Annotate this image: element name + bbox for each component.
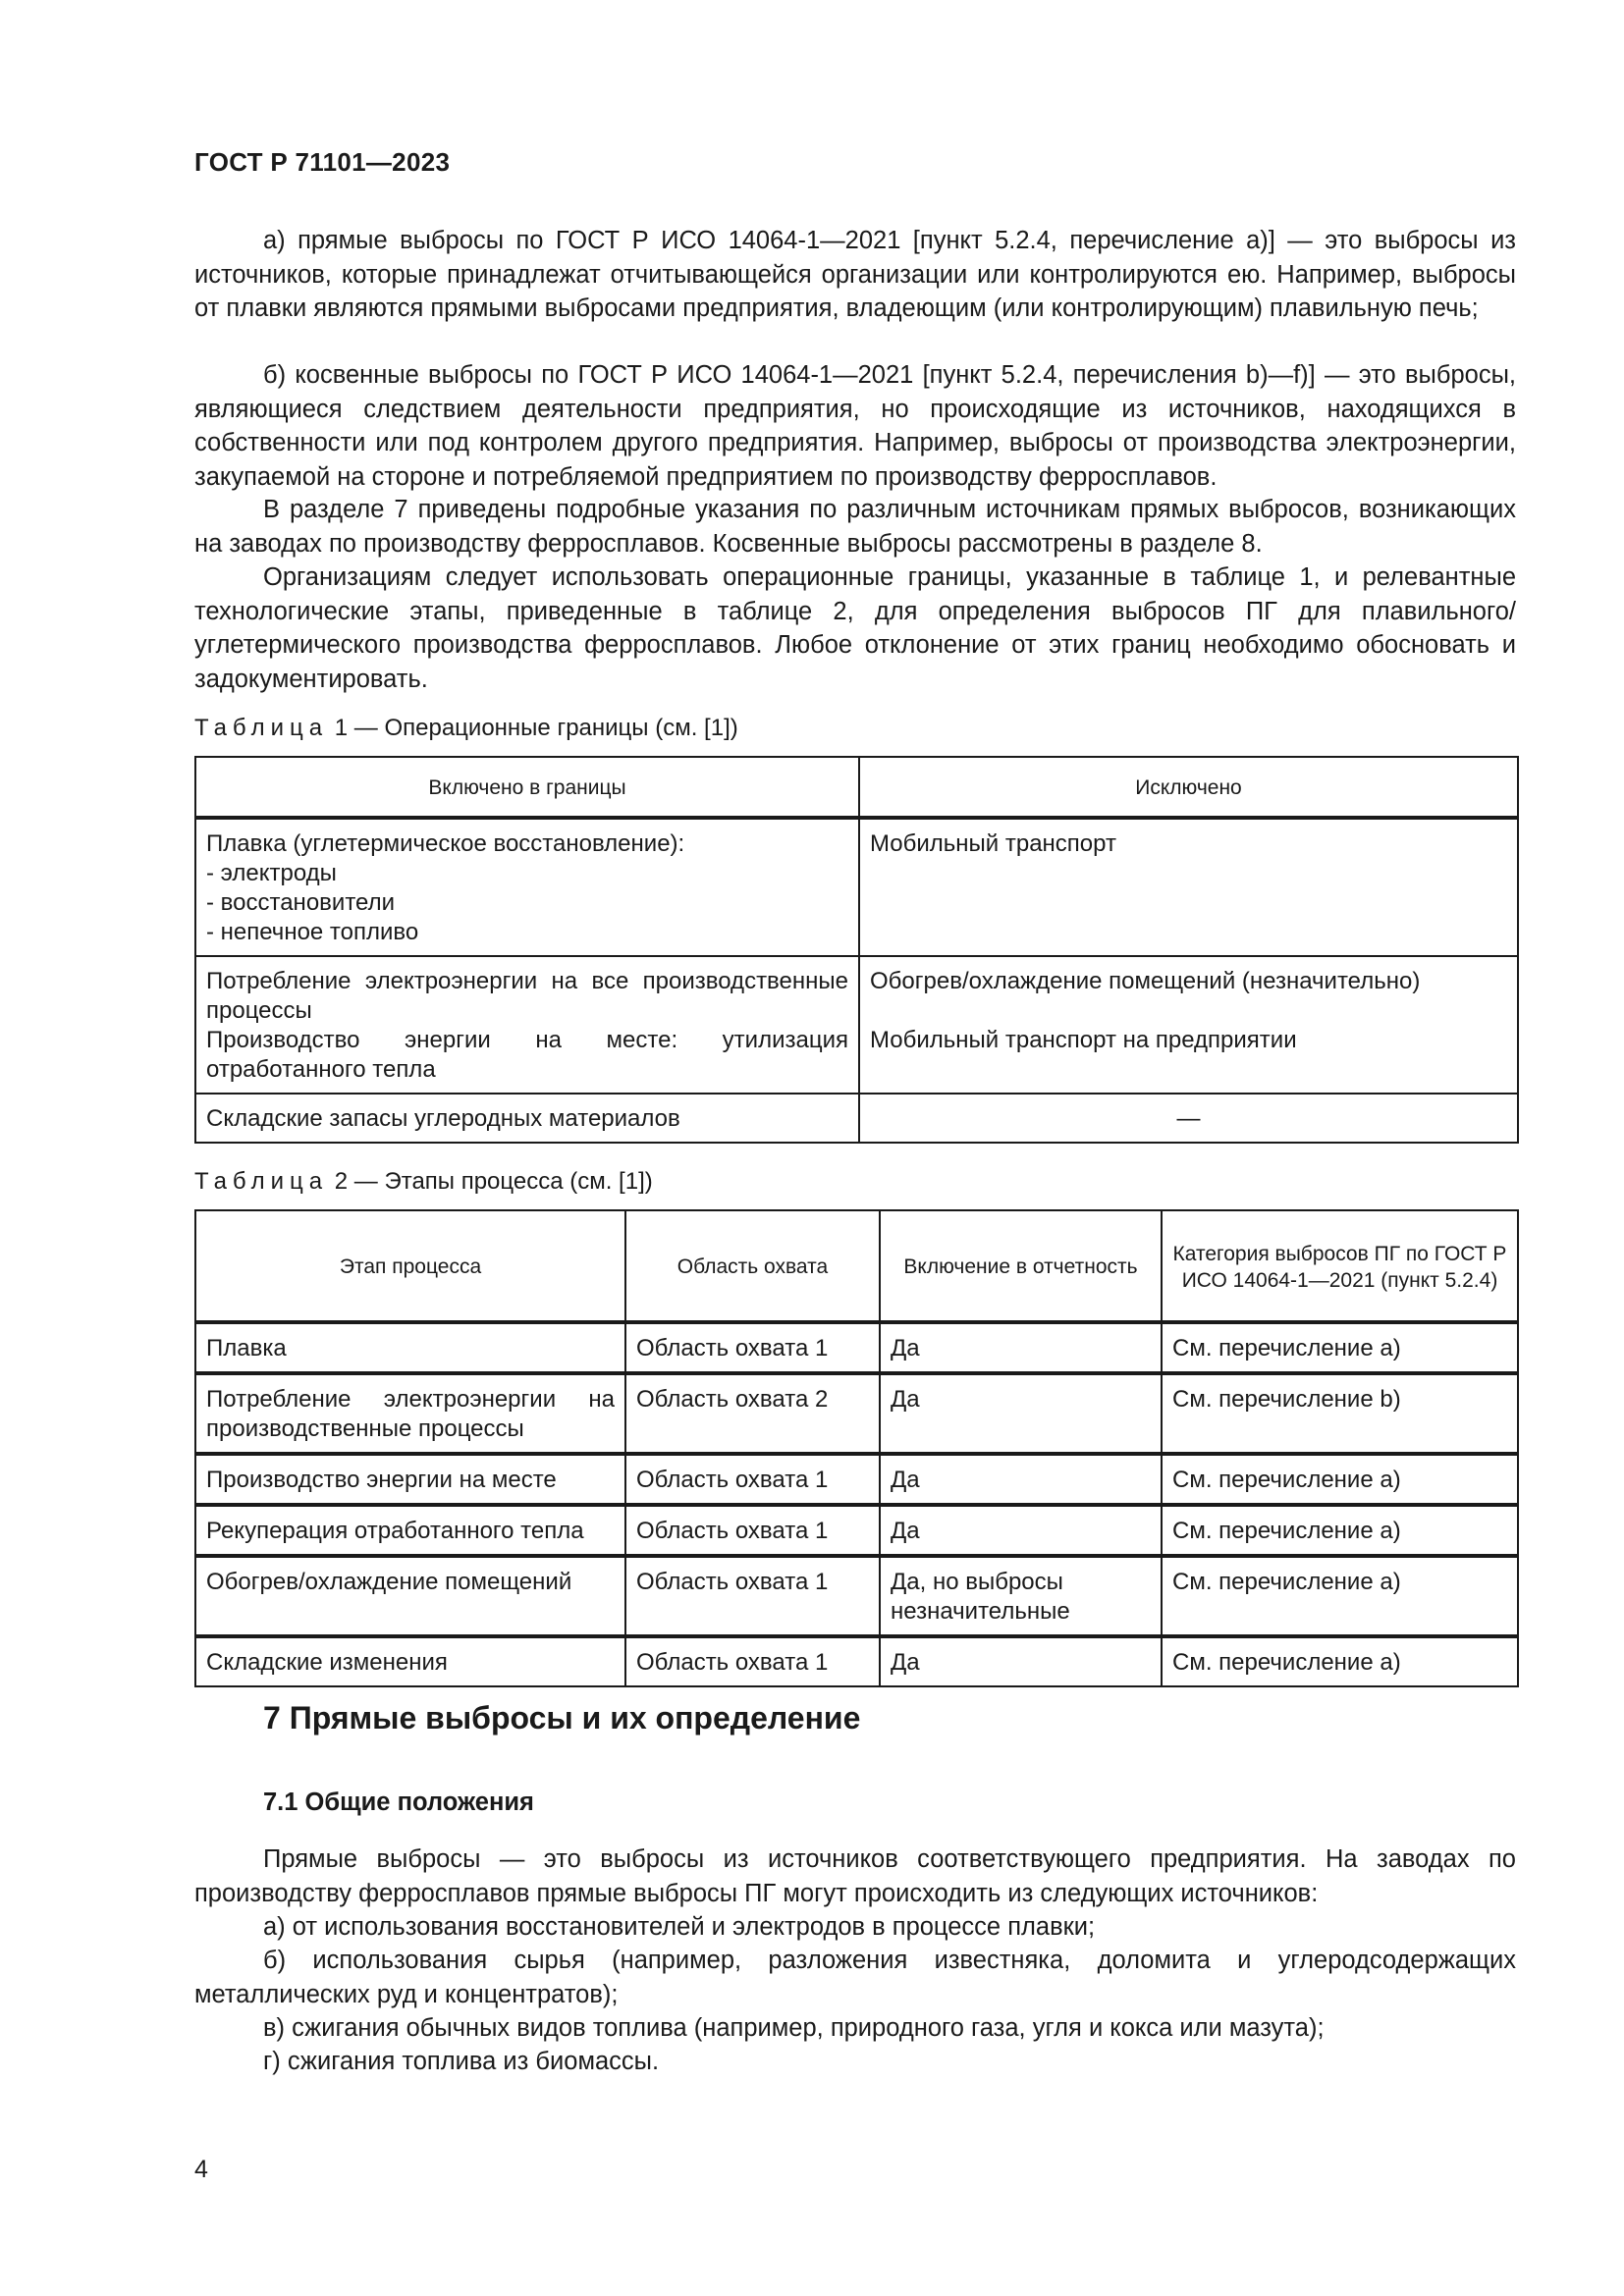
table2-header-scope: Область охвата	[625, 1210, 880, 1322]
table-row	[195, 1373, 1518, 1454]
table-row	[195, 818, 1518, 956]
table2-cell-stage: Потребление электроэнергии на производственные процессы	[195, 1373, 625, 1454]
table2-cell-stage: Производство энергии на месте	[195, 1454, 625, 1505]
table2-header-stage: Этап процесса	[195, 1210, 625, 1322]
table1-header-row	[195, 757, 1518, 818]
paragraph-direct-emissions: а) прямые выбросы по ГОСТ Р ИСО 14064-1—2021 [пункт 5.2.4, перечисление а)] — это выбросы из источников, которые принадлежат отчитывающейся организации или контролируются ею. Например, выбросы от плавки являются прямыми выбросами предприятия, владеющим (или контролирующим) плавильную печь;	[194, 227, 1516, 322]
table2-cell-reporting: Да	[880, 1454, 1162, 1505]
list-item: в) сжигания обычных видов топлива (например, природного газа, угля и кокса или мазута);	[263, 2014, 1325, 2042]
cell-line: Потребление электроэнергии на все производственные процессы	[206, 968, 848, 1024]
cell-line: - непечное топливо	[206, 919, 419, 945]
table2-cell-category: См. перечисление а)	[1162, 1454, 1518, 1505]
table-row	[195, 1094, 1518, 1143]
table2-cell-category: См. перечисление а)	[1162, 1556, 1518, 1636]
table2-cell-category: См. перечисление а)	[1162, 1322, 1518, 1373]
table1-cell-included	[195, 956, 859, 1094]
list-item: г) сжигания топлива из биомассы.	[263, 2048, 660, 2075]
table2-header-row	[195, 1210, 1518, 1322]
table2-cell-stage: Складские изменения	[195, 1636, 625, 1686]
table2-cell-reporting: Да	[880, 1322, 1162, 1373]
cell-line: Мобильный транспорт на предприятии	[870, 1027, 1297, 1053]
table1-cell-excluded: —	[859, 1094, 1518, 1143]
paragraph-direct-emissions-definition: Прямые выбросы — это выбросы из источников соответствующего предприятия. На заводах по производству ферросплавов прямые выбросы ПГ могут происходить из следующих источников:	[194, 1845, 1516, 1907]
page-number: 4	[194, 2156, 208, 2183]
table-row	[195, 956, 1518, 1094]
table1-header-excluded: Исключено	[859, 757, 1518, 818]
table2-header-category: Категория выбросов ПГ по ГОСТ Р ИСО 14064-1—2021 (пункт 5.2.4)	[1162, 1210, 1518, 1322]
table2-cell-scope: Область охвата 1	[625, 1556, 880, 1636]
subsection-7-1-heading: 7.1 Общие положения	[263, 1789, 534, 1816]
cell-line: Плавка (углетермическое восстановление):	[206, 830, 685, 857]
table2-cell-category: См. перечисление b)	[1162, 1373, 1518, 1454]
table-row	[195, 1556, 1518, 1636]
section-7-heading: 7 Прямые выбросы и их определение	[263, 1700, 861, 1735]
table1-caption-text: 1 — Операционные границы (см. [1])	[334, 715, 738, 741]
table-row	[195, 1322, 1518, 1373]
paragraph-operational-boundaries: Организациям следует использовать операционные границы, указанные в таблице 1, и релевантные технологические этапы, приведенные в таблице 2, для определения выбросов ПГ для плавильного/углетермического производства ферросплавов. Любое отклонение от этих границ необходимо обосновать и задокументировать.	[194, 563, 1516, 693]
table2-cell-scope: Область охвата 1	[625, 1322, 880, 1373]
table2-cell-scope: Область охвата 1	[625, 1505, 880, 1556]
cell-line: Производство энергии на месте: утилизация отработанного тепла	[206, 1027, 848, 1083]
table-row	[195, 1454, 1518, 1505]
table2-cell-scope: Область охвата 1	[625, 1454, 880, 1505]
table1-cell-excluded: Мобильный транспорт	[859, 818, 1518, 956]
table1-cell-included: Складские запасы углеродных материалов	[195, 1094, 859, 1143]
table1-caption	[194, 715, 738, 742]
list-item: а) от использования восстановителей и электродов в процессе плавки;	[263, 1913, 1096, 1941]
table1-cell-included	[195, 818, 859, 956]
table2-caption	[194, 1168, 653, 1196]
table2-cell-category: См. перечисление а)	[1162, 1636, 1518, 1686]
table2-cell-scope: Область охвата 1	[625, 1636, 880, 1686]
process-stages-table	[194, 1209, 1519, 1687]
table2-cell-stage: Рекуперация отработанного тепла	[195, 1505, 625, 1556]
cell-line: - электроды	[206, 860, 337, 886]
cell-line: - восстановители	[206, 889, 395, 916]
table2-cell-stage: Плавка	[195, 1322, 625, 1373]
list-item: б) использования сырья (например, разложения известняка, доломита и углеродсодержащих металлических руд и концентратов);	[194, 1947, 1516, 2008]
table1-cell-excluded	[859, 956, 1518, 1094]
table2-cell-scope: Область охвата 2	[625, 1373, 880, 1454]
paragraph-section-7-reference: В разделе 7 приведены подробные указания по различным источникам прямых выбросов, возникающих на заводах по производству ферросплавов. Косвенные выбросы рассмотрены в разделе 8.	[194, 496, 1516, 558]
cell-line: Обогрев/охлаждение помещений (незначительно)	[870, 968, 1421, 994]
table2-cell-stage: Обогрев/охлаждение помещений	[195, 1556, 625, 1636]
table-row	[195, 1505, 1518, 1556]
table2-caption-label: Таблица	[194, 1168, 329, 1195]
table1-caption-label: Таблица	[194, 715, 329, 741]
table2-cell-category: См. перечисление а)	[1162, 1505, 1518, 1556]
paragraph-indirect-emissions: б) косвенные выбросы по ГОСТ Р ИСО 14064-1—2021 [пункт 5.2.4, перечисления b)—f)] — это выбросы, являющиеся следствием деятельности предприятия, но происходящие из источников, находящихся в собственности или под контролем другого предприятия. Например, выбросы от производства электроэнергии, закупаемой на стороне и потребляемой предприятием по производству ферросплавов.	[194, 361, 1516, 491]
table2-cell-reporting: Да	[880, 1636, 1162, 1686]
table2-cell-reporting: Да	[880, 1505, 1162, 1556]
table2-cell-reporting: Да, но выбросы незначительные	[880, 1556, 1162, 1636]
table2-caption-text: 2 — Этапы процесса (см. [1])	[334, 1168, 653, 1195]
table1-header-included: Включено в границы	[195, 757, 859, 818]
operational-boundaries-table	[194, 756, 1519, 1144]
standard-designation: ГОСТ Р 71101—2023	[194, 147, 451, 177]
table-row	[195, 1636, 1518, 1686]
table2-cell-reporting: Да	[880, 1373, 1162, 1454]
table2-header-reporting: Включение в отчетность	[880, 1210, 1162, 1322]
